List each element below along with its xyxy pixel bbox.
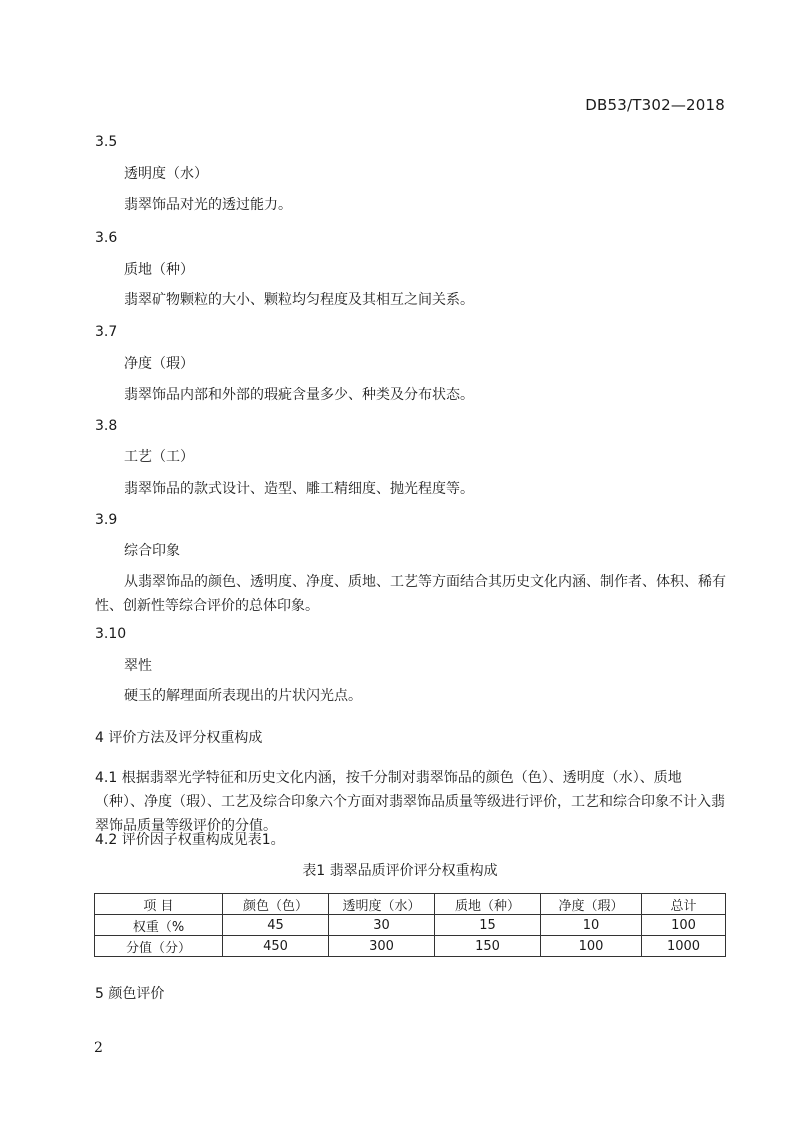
table-row bbox=[95, 915, 726, 936]
term-title: 工艺（工） bbox=[124, 449, 194, 465]
weight-table bbox=[94, 893, 726, 957]
table-cell: 1000 bbox=[642, 936, 726, 957]
table-header-cell: 项 目 bbox=[95, 894, 223, 915]
table-cell: 450 bbox=[223, 936, 329, 957]
table-cell: 300 bbox=[329, 936, 435, 957]
table-header-cell: 颜色（色） bbox=[223, 894, 329, 915]
term-title: 综合印象 bbox=[124, 543, 180, 559]
clause-number: 3.10 bbox=[95, 626, 127, 642]
term-title: 透明度（水） bbox=[124, 166, 208, 182]
section-heading: 4 评价方法及评分权重构成 bbox=[95, 730, 263, 746]
term-title: 质地（种） bbox=[124, 262, 194, 278]
term-definition: 翡翠矿物颗粒的大小、颗粒均匀程度及其相互之间关系。 bbox=[124, 292, 474, 308]
section-heading: 5 颜色评价 bbox=[95, 986, 165, 1002]
term-title: 净度（瑕） bbox=[124, 356, 194, 372]
page-number: 2 bbox=[94, 1040, 103, 1056]
term-definition: 翡翠饰品内部和外部的瑕疵含量多少、种类及分布状态。 bbox=[124, 387, 474, 403]
clause-number: 3.8 bbox=[95, 418, 118, 434]
table-header-cell: 透明度（水） bbox=[329, 894, 435, 915]
table-caption: 表1 翡翠品质评价评分权重构成 bbox=[302, 863, 498, 879]
table-header-row bbox=[95, 894, 726, 915]
term-definition: 硬玉的解理面所表现出的片状闪光点。 bbox=[124, 688, 362, 704]
clause-number: 3.7 bbox=[95, 324, 118, 340]
clause-number: 3.9 bbox=[95, 512, 118, 528]
table-cell: 100 bbox=[541, 936, 642, 957]
table-cell: 30 bbox=[329, 915, 435, 936]
table-header-cell: 总计 bbox=[642, 894, 726, 915]
document-code: DB53/T302—2018 bbox=[585, 96, 725, 114]
table-cell: 10 bbox=[541, 915, 642, 936]
clause-number: 3.6 bbox=[95, 230, 118, 246]
term-title: 翠性 bbox=[124, 658, 152, 674]
table-cell: 100 bbox=[642, 915, 726, 936]
term-definition: 翡翠饰品的款式设计、造型、雕工精细度、抛光程度等。 bbox=[124, 481, 474, 497]
table-header-cell: 净度（瑕） bbox=[541, 894, 642, 915]
clause-4-1: 4.1 根据翡翠光学特征和历史文化内涵，按千分制对翡翠饰品的颜色（色）、透明度（水）、质地（种）、净度（瑕）、工艺及综合印象六个方面对翡翠饰品质量等级进行评价，工艺和综合印象不计入翡翠饰品质量等级评价的分值。 bbox=[95, 770, 725, 834]
table-header-cell: 质地（种） bbox=[435, 894, 541, 915]
term-definition: 从翡翠饰品的颜色、透明度、净度、质地、工艺等方面结合其历史文化内涵、制作者、体积、稀有性、创新性等综合评价的总体印象。 bbox=[95, 574, 726, 614]
term-definition: 翡翠饰品对光的透过能力。 bbox=[124, 197, 292, 213]
table-cell: 权重（% bbox=[95, 915, 223, 936]
clause-number: 3.5 bbox=[95, 134, 118, 150]
table-cell: 45 bbox=[223, 915, 329, 936]
table-cell: 15 bbox=[435, 915, 541, 936]
table-row bbox=[95, 936, 726, 957]
table-cell: 150 bbox=[435, 936, 541, 957]
clause-4-2: 4.2 评价因子权重构成见表1。 bbox=[95, 832, 285, 848]
table-cell: 分值（分） bbox=[95, 936, 223, 957]
